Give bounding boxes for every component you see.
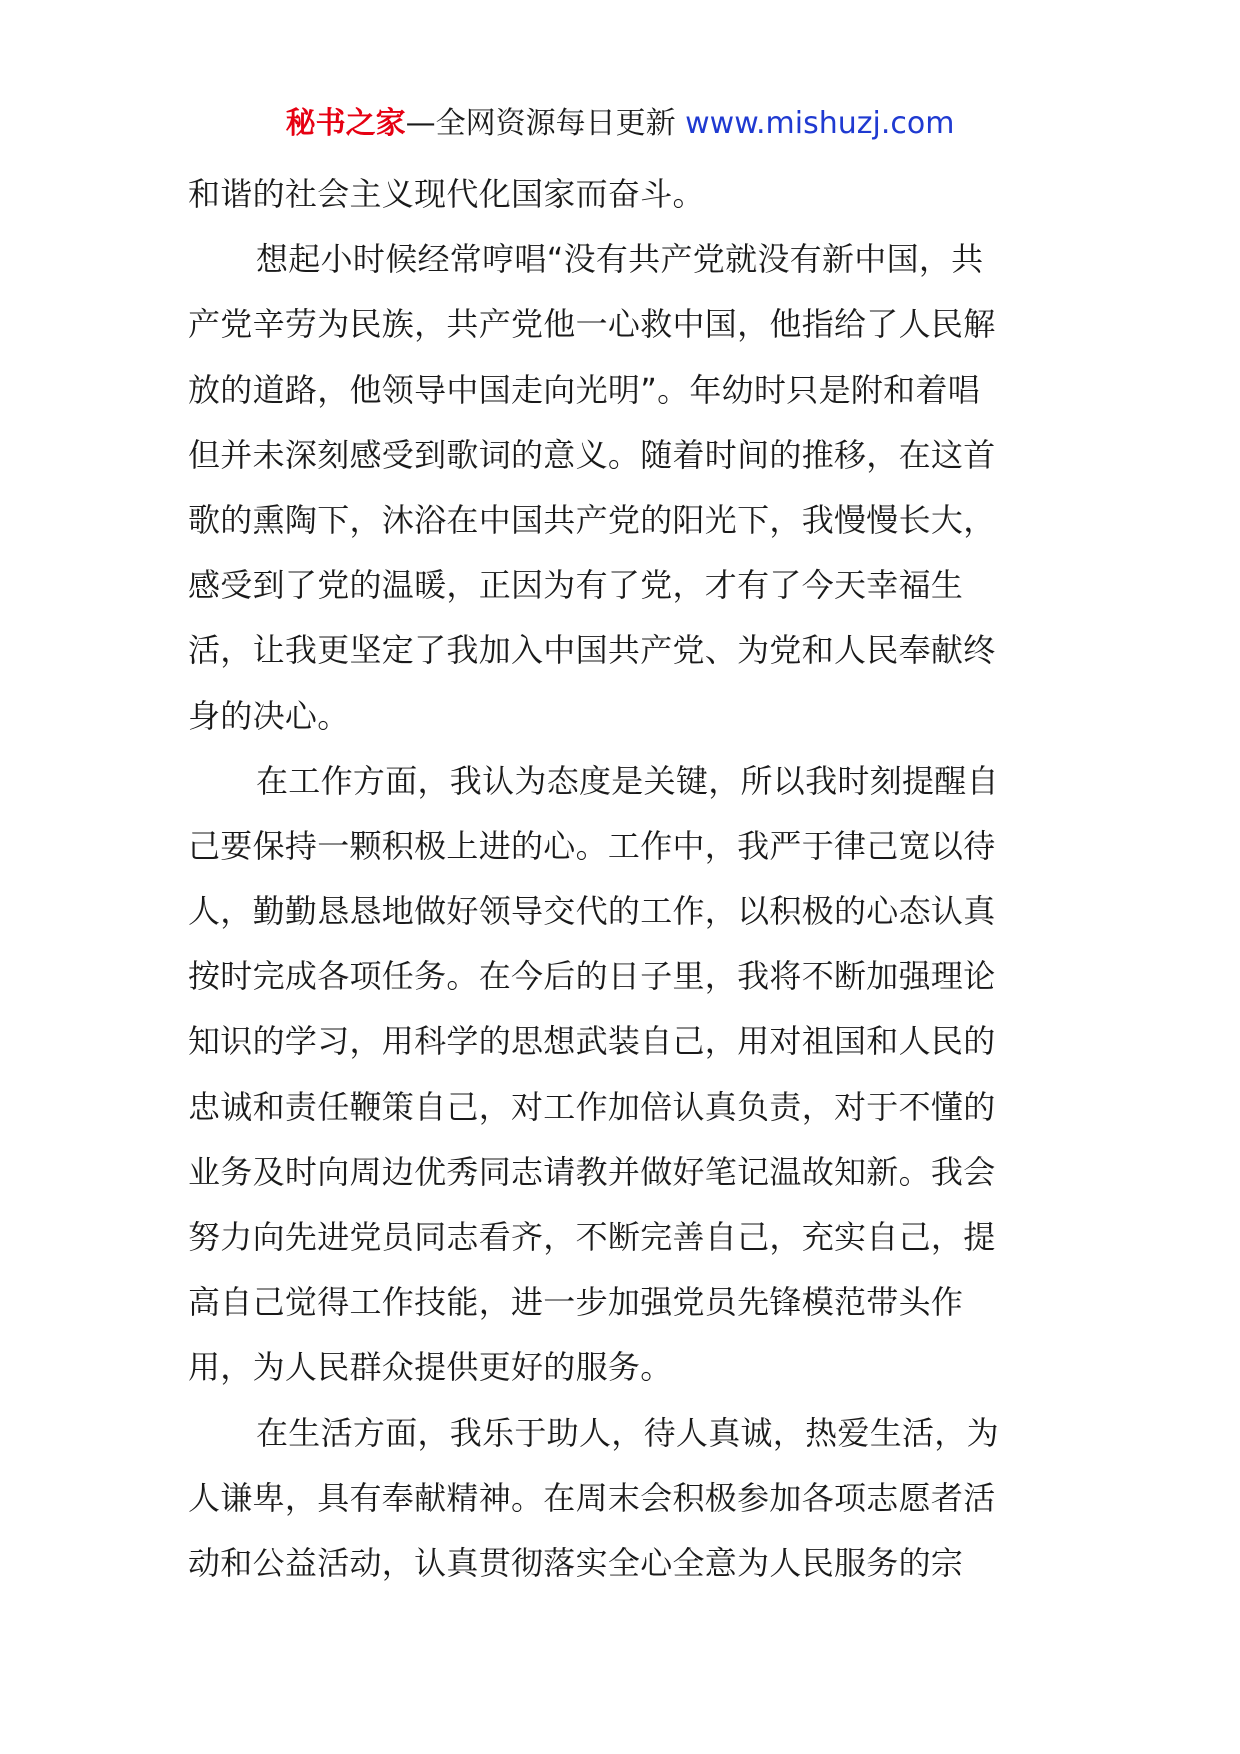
paragraph-start-line: 在生活方面，我乐于助人，待人真诚，热爱生活，为 xyxy=(256,1413,999,1452)
text-line: 产党辛劳为民族，共产党他一心救中国，他指给了人民解 xyxy=(188,305,996,344)
site-brand: 秘书之家 xyxy=(285,106,406,141)
text-line: 用，为人民群众提供更好的服务。 xyxy=(188,1348,673,1387)
text-line: 努力向先进党员同志看齐，不断完善自己，充实自己，提 xyxy=(188,1218,996,1256)
text-line: 按时完成各项任务。在今后的日子里，我将不断加强理论 xyxy=(188,957,996,996)
text-line: 高自己觉得工作技能，进一步加强党员先锋模范带头作 xyxy=(188,1283,964,1322)
text-line: 人谦卑，具有奉献精神。在周末会积极参加各项志愿者活 xyxy=(188,1478,996,1517)
text-line: 但并未深刻感受到歌词的意义。随着时间的推移，在这首 xyxy=(188,435,996,474)
site-tagline: —全网资源每日更新 xyxy=(405,106,676,141)
text-line: 人，勤勤恳恳地做好领导交代的工作，以积极的心态认真 xyxy=(188,892,996,931)
text-line: 动和公益活动，认真贯彻落实全心全意为人民服务的宗 xyxy=(188,1543,964,1582)
text-line: 知识的学习，用科学的思想武装自己，用对祖国和人民的 xyxy=(188,1022,996,1061)
document-body xyxy=(188,162,1058,1596)
site-header xyxy=(0,100,1240,148)
text-line: 和谐的社会主义现代化国家而奋斗。 xyxy=(188,175,705,213)
text-line: 歌的熏陶下，沐浴在中国共产党的阳光下，我慢慢长大， xyxy=(188,500,996,539)
text-line: 业务及时向周边优秀同志请教并做好笔记温故知新。我会 xyxy=(188,1152,996,1191)
paragraph-start-line: 想起小时候经常哼唱“没有共产党就没有新中国，共 xyxy=(256,240,984,279)
text-line: 活，让我更坚定了我加入中国共产党、为党和人民奉献终 xyxy=(188,631,996,670)
text-line: 放的道路，他领导中国走向光明”。年幼时只是附和着唱 xyxy=(188,370,981,409)
paragraph-start-line: 在工作方面，我认为态度是关键，所以我时刻提醒自 xyxy=(256,761,999,800)
text-line: 身的决心。 xyxy=(188,696,350,735)
text-line: 感受到了党的温暖，正因为有了党，才有了今天幸福生 xyxy=(188,566,964,605)
site-url-link[interactable]: www.mishuzj.com xyxy=(685,106,955,141)
text-line: 忠诚和责任鞭策自己，对工作加倍认真负责，对于不懂的 xyxy=(188,1087,996,1126)
text-line: 己要保持一颗积极上进的心。工作中，我严于律己宽以待 xyxy=(188,826,996,865)
